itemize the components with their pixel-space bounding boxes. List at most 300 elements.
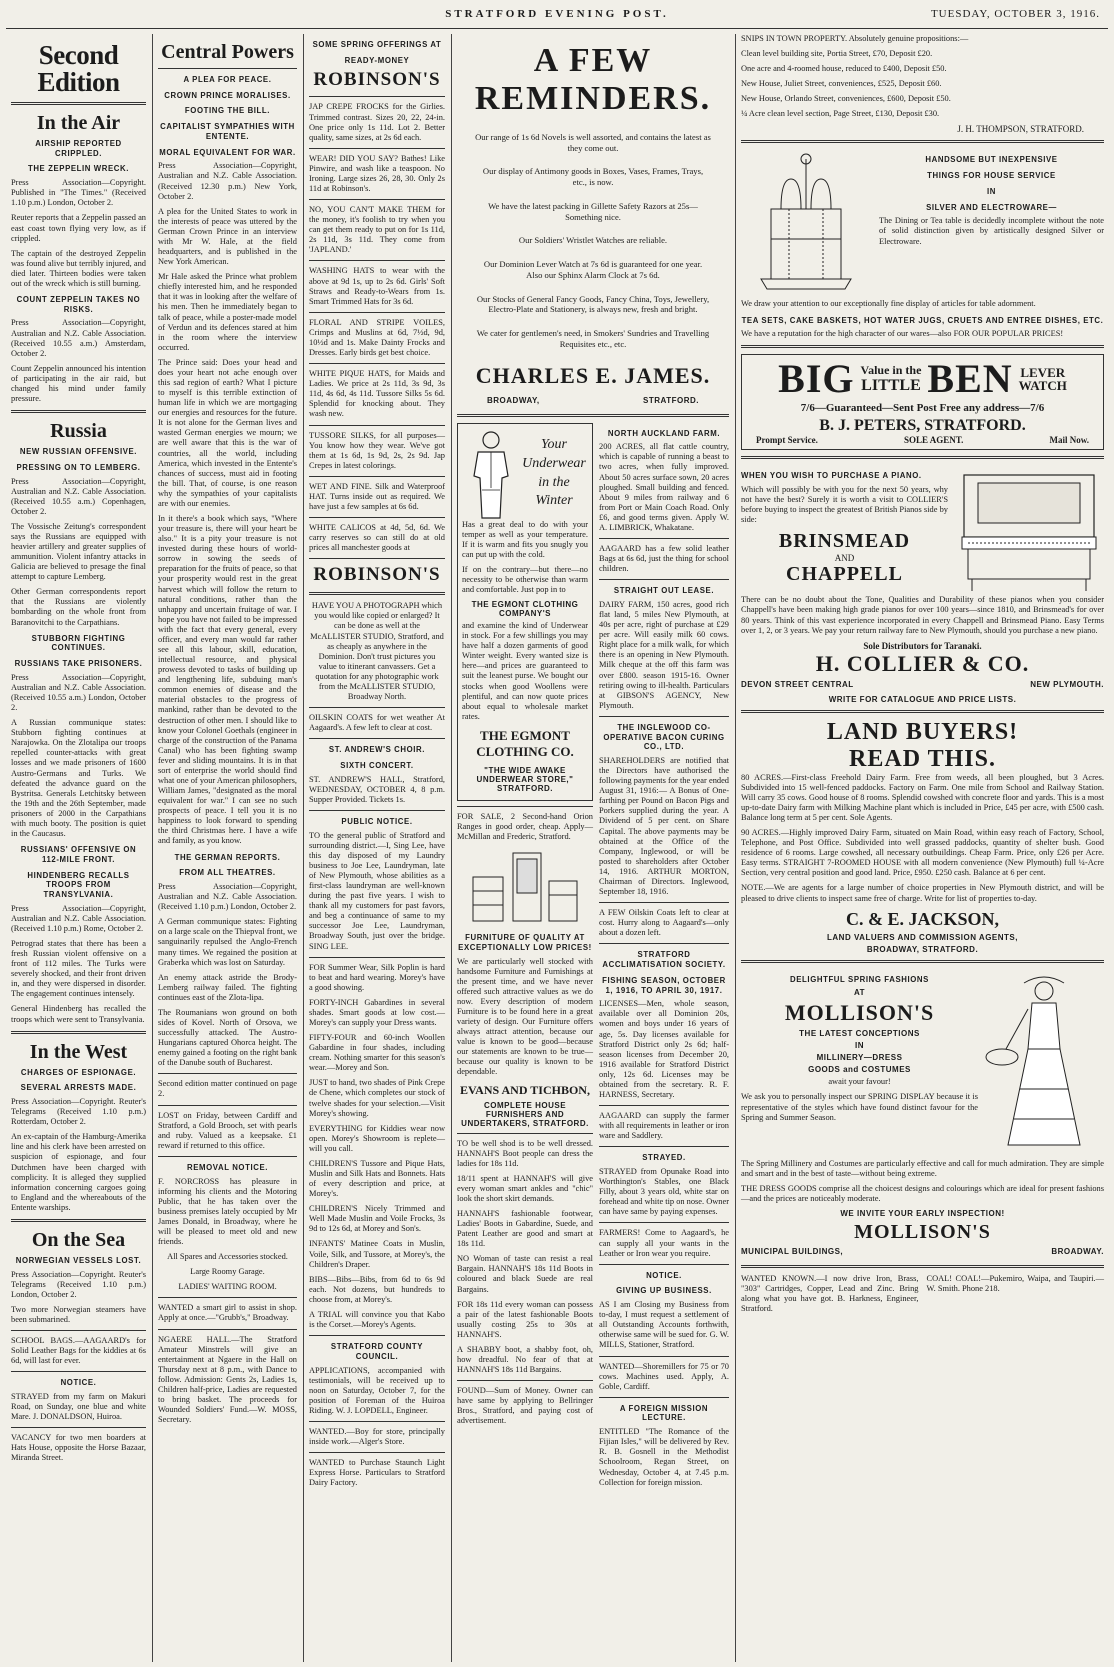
subheading: PRESSING ON TO LEMBERG. — [16, 462, 141, 472]
section-heading-air: In the Air — [36, 112, 121, 134]
underwear-ad — [457, 423, 593, 801]
silverware-heading: HANDSOME BUT INEXPENSIVE — [925, 155, 1058, 165]
subheading: CAPITALIST SYMPATHIES WITH ENTENTE. — [160, 122, 295, 141]
article-paragraph: Other German correspondents report that the Russians are violently bombarding on the whole front from Baranovitchi to the Carpathians. — [11, 587, 146, 627]
notice-heading: STRATFORD ACCLIMATISATION SOCIETY. — [602, 950, 726, 970]
subheading: CROWN PRINCE MORALISES. — [164, 90, 291, 100]
classified-ad: WANTED KNOWN.—I now drive Iron, Brass, "303" Cartridges, Copper, Lead and Zinc. Bring along what you have got. B. Harkness, Engineer, Stratford. — [741, 1273, 919, 1314]
subheading: CHARGES OF ESPIONAGE. — [20, 1067, 137, 1077]
divider — [309, 957, 445, 958]
divider — [309, 199, 445, 200]
classified-ad: FOUND—Sum of Money. Owner can have same by applying to Bellringer Bros., Stratford, and paying cost of advertisement. — [457, 1386, 593, 1426]
classified-ad: OILSKIN COATS for wet weather At Aagaard's. A few left to clear at cost. — [309, 713, 445, 733]
underwear-caption: Your Underwear in the Winter — [522, 436, 586, 509]
classified-ad: All Spares and Accessories stocked. — [167, 1252, 288, 1262]
robinsons-brand: ROBINSON'S — [313, 564, 441, 586]
divider — [309, 558, 445, 559]
divider — [309, 148, 445, 149]
robinsons-item: WET AND FINE. Silk and Waterproof HAT. Turns inside out as required. We have just a few samples at 6s 6d. — [309, 481, 445, 511]
piano-paragraph: There can be no doubt about the Tone, Qualities and Durability of these pianos when you consider Chappell's have been making high grade pianos for over 100 years—since 1810, and Brinsmead's for over 80 years. Think of this vast experience incorporated in every Chappell and Brinsmead Piano. Easy Terms over 1, 2, or 3 years. We pay your return railway fare to New Plymouth, should you purchase a new piano. — [741, 595, 1104, 635]
divider — [741, 710, 1104, 713]
silverware-paragraph: We draw your attention to our exceptionally fine display of articles for table adornment. — [741, 299, 1036, 309]
divider — [309, 1335, 445, 1336]
classified-ad: FARMERS! Come to Aagaard's, he can supply all your wants in the Leather or Iron wear you require. — [599, 1228, 729, 1258]
robinsons-item: WEAR! DID YOU SAY? Bathes! Like Pinwire, and wash like a teaspoon. No Ironing. Large sizes 26, 28, 30. Only 2s 11d at Robinson's. — [309, 153, 445, 194]
mollisons-paragraph: We ask you to personally inspect our SPRING DISPLAY because it is representative of the styles which have found distinct favour for the Spring and Summer Season. — [741, 1092, 978, 1122]
divider — [11, 1427, 146, 1428]
article-paragraph: An enemy attack astride the Brody-Lemberg railway failed. The fighting continues east of the Zlota-lipa. — [158, 972, 297, 1002]
dateline: Press Association—Copyright. Reuter's Telegrams (Received 1.10 p.m.) Rotterdam, October 2. — [11, 1097, 146, 1127]
piano-heading: WHEN YOU WISH TO PURCHASE A PIANO. — [741, 471, 922, 481]
subheading: NORWEGIAN VESSELS LOST. — [15, 1255, 142, 1265]
morey-item: BIBS—Bibs—Bibs, from 6d to 6s 9d each. Not dozens, but hundreds to choose from, at Morey's. — [309, 1274, 445, 1304]
classified-ad: ST. ANDREW'S HALL, Stratford, WEDNESDAY, OCTOBER 4, 8 p.m. Supper Provided. Tickets 1s. — [309, 774, 445, 804]
robinsons-item: JAP CREPE FROCKS for the Girlies. Trimmed contrast. Sizes 20, 22, 24-in. One price only 1s 11d. Lot 2. Better quality, same sizes, at 2s 6d each. — [309, 102, 445, 142]
collier-town: NEW PLYMOUTH. — [1030, 679, 1104, 689]
notice-heading: NORTH AUCKLAND FARM. — [607, 428, 721, 438]
section-heading-sea: On the Sea — [31, 1228, 126, 1251]
furniture-sub: COMPLETE HOUSE FURNISHERS AND UNDERTAKERS, STRATFORD. — [461, 1100, 589, 1128]
reminder-item: We cater for gentlemen's need, in Smokers' Sundries and Travelling Requisites etc., etc. — [476, 328, 710, 349]
robinsons-item: NO, YOU CAN'T MAKE THEM for the money, it's foolish to try when you can get them ready to put on for 1s 11d, 2s 11d, 3s 11d. They come from 'JAPLAND.' — [309, 205, 445, 255]
mollisons-in: IN — [855, 1041, 864, 1051]
notice-heading: NOTICE. — [60, 1378, 97, 1388]
reminder-list — [457, 132, 729, 350]
edition-heading: Second Edition — [37, 40, 120, 97]
notice-heading: STRATFORD COUNTY COUNCIL. — [330, 1342, 424, 1361]
classified-ad: DAIRY FARM, 150 acres, good rich flat land, 5 miles New Plymouth, at 40s per acre, right of purchase at £29 per acre. Will easily milk 60 cows. Right place for a milk walk, for which there is an opening in New Plymouth. Milk cheque at the off this farm was over £800. season 1915-16. Owner retiring owing to ill-health. Particulars at GIBSON'S AGENCY, New Plymouth. — [599, 599, 729, 710]
classified-ad: LICENSES—Men, whole season, available over all Dominion 20s, women and boys under 16 years of age, 5s. Day licenses available for Stratford District only 2s 6d; half-season licenses from December 20, 1916 available for Stratford District only, 12s 6d. Licenses may be obtained from the secretary. R. F. HARNESS, Secretary. — [599, 999, 729, 1099]
big-ben-header — [746, 356, 1099, 402]
divider — [11, 1371, 146, 1372]
classified-ad: NO Woman of taste can resist a real Bargain. HANNAH'S 18s 11d Boots in coloured and black Suede are real Bargains. — [457, 1254, 593, 1294]
underwear-paragraph: If on the contrary—but there—no necessity to be otherwise than warm and comfortable. Just pop in to — [462, 564, 588, 595]
man-in-underwear-illustration — [462, 428, 520, 520]
shop-address-right: STRATFORD. — [643, 395, 699, 405]
divider — [309, 1452, 445, 1453]
morey-item: INFANTS' Matinee Coats in Muslin, Voile, Silk, and Tussore, at Morey's, the Children's Draper. — [309, 1239, 445, 1269]
divider — [741, 456, 1104, 459]
newspaper-title: STRATFORD EVENING POST. — [445, 8, 669, 20]
reminders-title: A FEW REMINDERS. — [474, 42, 712, 117]
collier-catalogue: WRITE FOR CATALOGUE AND PRICE LISTS. — [828, 694, 1017, 704]
thompson-name: J. H. THOMPSON, STRATFORD. — [957, 124, 1084, 135]
underwear-paragraph: Has a great deal to do with your temper as well as your temperature. If it is warm and fits you snugly you can put up with the cold. — [462, 519, 588, 559]
jackson-name: C. & E. JACKSON, — [845, 908, 999, 929]
divider — [599, 579, 729, 580]
classified-ad: HANNAH'S fashionable footwear, Ladies' Boots in Gabardine, Suede, and Patent Leather are good and smart at 18s 11d. — [457, 1208, 593, 1249]
divider — [741, 1265, 1104, 1268]
classified-ad: SHAREHOLDERS are notified that the Directors have authorised the following payments for the year ended August 31, 1916:— A Bonus of One-farthing per Pound on Bacon Pigs and Porkers supplied during the year. A Dividend of 5 per cent. on Share Capital. The above payments may be obtained at the Office of the Company, Inglewood, or will be posted to shareholders after October 14, 1916. ARTHUR MORTON, Chairman of Directors. Inglewood, September 18, 1916. — [599, 756, 729, 897]
notice-heading: REMOVAL NOTICE. — [186, 1162, 269, 1172]
dateline: Press Association—Copyright. Reuter's Telegrams (Received 1.10 p.m.) London, October 2. — [11, 1269, 146, 1299]
lady-fashion-illustration — [984, 969, 1104, 1159]
divider — [599, 538, 729, 539]
little-word: LITTLE — [861, 377, 921, 395]
divider — [309, 96, 445, 97]
divider — [309, 738, 445, 739]
silverware-text — [879, 149, 1104, 299]
lever-watch-stack — [1019, 366, 1067, 393]
article-paragraph: A Russian communique states: Stubborn fighting continues at Narajowka. On the Zlotalipa our troops repelled counter-attacks with great losses and we made prisoners of 1600 Austro-Germans and Turks. We defeated the advance guard on the Bystritsa. Generals Letchitsky between the 19th and the 26th September, made prisoners of 2000 in the Carpathians with much booty. The position is quiet in the Caucasus. — [11, 718, 146, 839]
egmont-logo: THE EGMONT CLOTHING CO. — [476, 727, 574, 759]
furniture-paragraph: We are particularly well stocked with handsome Furniture and Furnishings at the present time, and we have never offered such attractive values as we do now. Every description of modern Furniture is to be found here in a great variety of design. Our Furniture offers always attract attention, because our value is known to be good—because our statements are known to be true—because our quality is known to be dependable. — [457, 956, 593, 1077]
morey-item: CHILDREN'S Tussore and Pique Hats, Muslin and Silk Hats and Bonnets. Hats of every description and price, at Morey's. — [309, 1158, 445, 1199]
divider — [158, 1156, 297, 1157]
classified-ad: ENTITLED "The Romance of the Fijian Isles," will be delivered by Rev. R. B. Gosnell in the Methodist Schoolroom, Regan Street, on Wednesday, October 4, at 7.45 p.m. Collection for foreign mission. — [599, 1427, 729, 1487]
divider — [158, 1297, 297, 1298]
classified-ad: STRAYED from my farm on Makuri Road, on Sunday, one blue and white Mare. J. DONALDSON, Huiroa. — [11, 1392, 146, 1422]
subheading: FISHING SEASON, OCTOBER 1, 1916, TO APRIL 30, 1917. — [602, 975, 726, 995]
dateline: Press Association—Copyright. Published in "The Times." (Received 1.10 p.m.) London, October 2. — [11, 178, 146, 208]
silverware-paragraph: The Dining or Tea table is decidedly incomplete without the note of solid distinction given by artistically designed Silver or Electroware. — [879, 216, 1104, 246]
divider — [11, 102, 146, 105]
article-paragraph: Petrograd states that there has been a fresh Russian violent offensive on a front of 112 miles. The Turks were severely shocked, and their front driven in, and they were dispersed in disorder. The engagement continues intensely. — [11, 939, 146, 999]
classified-ad: AAGAARD has a few solid leather Bags at 6s 6d, just the thing for school children. — [599, 543, 729, 574]
collier-name: H. COLLIER & CO. — [815, 650, 1030, 676]
masthead — [0, 0, 1114, 28]
subheading: GIVING UP BUSINESS. — [616, 1286, 712, 1296]
classified-ad: STRAYED from Opunake Road into Worthington's Stables, one Black Filly, about 3 years old, white star on forehead and white tip on nose. Owner can have same by paying expenses. — [599, 1167, 730, 1217]
subheading: FROM ALL THEATRES. — [179, 868, 276, 878]
divider — [599, 1397, 729, 1398]
divider — [309, 592, 445, 595]
charles-james-name: CHARLES E. JAMES. — [475, 362, 711, 388]
article-paragraph: The Roumanians won ground on both sides of Kovel. North of Orsova, we successfully attacked. The Austro-Hungarians captured Ohorca height. The enemy gained a footing on the right bank of the Danube south of Bucharest. — [158, 1007, 297, 1068]
mollisons-invite: WE INVITE YOUR EARLY INSPECTION! — [840, 1208, 1005, 1218]
divider — [309, 312, 445, 313]
mollisons-paragraph: The Spring Millinery and Costumes are particularly effective and call for much admiration. They are simple and smart and in the best of taste—without being extreme. — [741, 1158, 1104, 1178]
dateline: Press Association—Copyright, Australian and N.Z. Cable Association. (Received 1.10 p.m.) London, October 2. — [158, 882, 297, 912]
piano-ad — [741, 465, 1104, 595]
reminder-item: Our display of Antimony goods in Boxes, Vases, Frames, Trays, etc., is now. — [482, 166, 704, 188]
sub-column-right — [599, 423, 729, 1493]
notice-heading: NOTICE. — [646, 1270, 682, 1280]
robinsons-brand: ROBINSON'S — [313, 69, 441, 91]
notice-heading: STRAYED. — [642, 1153, 686, 1163]
robinsons-item: WHITE PIQUE HATS, for Maids and Ladies. We price at 2s 11d, 3s 9d, 3s 11d, 4s 6d, 4s 11d. Tussore Silks 5s 6d. Splendid for knocking about. They wash new. — [309, 369, 445, 419]
reminder-item: Our range of 1s 6d Novels is well assorted, and contains the latest as they come out. — [475, 132, 711, 153]
mollisons-goods: GOODS and COSTUMES — [808, 1065, 911, 1075]
robinsons-item: WHITE CALICOS at 4d, 5d, 6d. We carry reserves so can still do at old prices all manchester goods at — [309, 523, 445, 553]
subheading: THE ZEPPELIN WRECK. — [27, 164, 130, 174]
article-paragraph: Mr Hale asked the Prince what problem chiefly interested him, and he responded that it was in looking after the welfare of his men. Then he immediately began to talk of peace, while a poster-made model of Verdun and its defences stared at him in the room where the interview occurred. — [158, 272, 297, 352]
subheading: A PLEA FOR PEACE. — [183, 75, 272, 84]
dateline: Press Association—Copyright, Australian and N.Z. Cable Association. (Received 1.10 p.m.) Rome, October 2. — [11, 903, 146, 933]
thompson-property-list — [741, 34, 1104, 119]
shop-address-left: BROADWAY, — [487, 395, 540, 405]
subheading: SIXTH CONCERT. — [340, 760, 414, 770]
morey-item: FOR Summer Wear, Silk Poplin is hard to beat and hard wearing. Morey's have a good showing. — [309, 962, 445, 992]
underwear-store: THE EGMONT CLOTHING COMPANY'S — [471, 600, 579, 619]
land-paragraph: 80 ACRES.—First-class Freehold Dairy Farm. Free from weeds, all been ploughed, but 3 Acres. Subdivided into 15 well-fenced paddocks. Factory on Farm. One mile from School and Railway Station. Will carry 35 cows. Good house of 8 rooms. Splendid cowshed with concrete floor and yards. This is a most up-to-date Dairy farm with Milking Machine plant which is included in Price, £45 per acre, with £500 cash. Balance long term at 5 per cent. Sole Agents. — [741, 772, 1104, 822]
divider — [11, 1031, 146, 1034]
chappell-name: CHAPPELL — [786, 563, 903, 586]
land-buyers-title: LAND BUYERS! — [826, 718, 1019, 745]
mollisons-text — [741, 969, 978, 1159]
notice-heading: A FOREIGN MISSION LECTURE. — [619, 1403, 709, 1423]
subheading: STUBBORN FIGHTING CONTINUES. — [31, 633, 126, 653]
article-paragraph: Reuter reports that a Zeppelin passed an east coast town flying very low, as if crippled. — [11, 213, 146, 243]
divider — [457, 1380, 593, 1381]
dateline: Press Association—Copyright, Australian and N.Z. Cable Association. (Received 10.55 a.m.) Amsterdam, October 2. — [11, 318, 146, 358]
subheading: FOOTING THE BILL. — [184, 106, 271, 116]
article-paragraph: Two more Norwegian steamers have been submarined. — [11, 1304, 146, 1324]
divider — [457, 1133, 593, 1134]
divider — [741, 140, 1104, 143]
divider — [457, 414, 729, 417]
subheading: THE GERMAN REPORTS. — [174, 852, 281, 862]
notice-heading: THE INGLEWOOD CO-OPERATIVE BACON CURING CO., LTD. — [603, 722, 725, 752]
divider — [309, 810, 445, 811]
divider — [599, 943, 729, 944]
morey-item: FORTY-INCH Gabardines in several shades. Smart goods at low cost.—Morey's can supply your Dress wants. — [309, 997, 445, 1027]
subheading: AIRSHIP REPORTED CRIPPLED. — [35, 139, 122, 158]
column-war-news — [6, 34, 151, 1662]
column-reminders — [452, 34, 734, 1662]
divider — [599, 1264, 729, 1265]
ad-heading: READY-MONEY — [344, 55, 410, 65]
classified-ad: LOST on Friday, between Cardiff and Stratford, a Gold Brooch, set with pearls and ruby. Valued as a keepsake. £1 reward if returned to this office. — [158, 1110, 297, 1150]
subheading: HINDENBERG RECALLS TROOPS FROM TRANSYLVANIA. — [27, 870, 130, 900]
mollisons-address — [741, 1244, 1104, 1259]
notice-heading: PUBLIC NOTICE. — [341, 816, 413, 826]
two-column-ads — [457, 423, 729, 1493]
divider — [309, 707, 445, 708]
subheading: RUSSIANS TAKE PRISONERS. — [14, 659, 143, 669]
classified-ad: VACANCY for two men boarders at Hats House, opposite the Horse Bazaar, Miranda Street. — [11, 1433, 146, 1463]
divider — [599, 1146, 729, 1147]
notice-heading: STRAIGHT OUT LEASE. — [613, 586, 715, 596]
section-heading-west: In the West — [29, 1040, 128, 1063]
silverware-heading: THINGS FOR HOUSE SERVICE — [927, 171, 1056, 181]
thompson-property-line: SNIPS IN TOWN PROPERTY. Absolutely genuine propositions:— — [741, 34, 969, 43]
big-word: BIG — [778, 356, 855, 402]
mail-now: Mail Now. — [1049, 435, 1089, 446]
classified-ad: AAGAARD can supply the farmer with all requirements in leather or iron ware and Saddlery. — [599, 1111, 729, 1141]
underwear-store-tagline: "THE WIDE AWAKE UNDERWEAR STORE," STRATFORD. — [476, 765, 574, 793]
furniture-shop: EVANS AND TICHBON, — [460, 1082, 590, 1097]
mollisons-heading: DELIGHTFUL SPRING FASHIONS — [790, 974, 929, 984]
morey-item: FIFTY-FOUR and 60-inch Woollen Gabardine in four shades, including cream. Nothing smarter for this season's wear.—Morey and Son. — [309, 1033, 445, 1073]
mollisons-building: MUNICIPAL BUILDINGS, — [741, 1246, 844, 1256]
mollisons-latest: THE LATEST CONCEPTIONS — [799, 1029, 920, 1039]
jackson-address: BROADWAY, STRATFORD. — [866, 944, 979, 954]
divider — [599, 716, 729, 717]
brinsmead-name: BRINSMEAD — [778, 530, 911, 553]
mollisons-millinery: MILLINERY—DRESS — [816, 1053, 903, 1063]
subheading: NEW RUSSIAN OFFENSIVE. — [19, 447, 138, 457]
ad-heading: SOME SPRING OFFERINGS AT — [312, 40, 442, 49]
classified-ad: Large Roomy Garage. — [190, 1267, 265, 1277]
classified-ad: A FEW Oilskin Coats left to clear at cost. Hurry along to Aagaard's—only about a dozen left. — [599, 908, 729, 938]
classified-ad: 200 ACRES, all flat cattle country, which is capable of running a beast to two acres, when fully improved. About 50 acres surface sown, 20 acres ploughed. Small building and fenced. About 9 miles from railway and 6 from Port or Main Coach Road. Only £6, and good terms given. Apply W. A. LIMBRICK, Whakatane. — [599, 442, 729, 532]
morey-item: A TRIAL will convince you that Kabo is the Corset.—Morey's Agents. — [309, 1309, 445, 1330]
robinsons-item: FLORAL AND STRIPE VOILES, Crimps and Muslins at 6d, 7½d, 9d, 10½d and 1s. Make Dainty Frocks and Dresses. Early birds get best choice. — [309, 317, 445, 358]
classified-ad: AS I am Closing my Business from to-day, I must request a settlement of all Outstanding Accounts forthwith, otherwise same will be sued for. G. W. MILLS, Stationer, Stratford. — [599, 1300, 729, 1350]
section-heading-russia: Russia — [50, 420, 107, 443]
sub-column-left — [457, 423, 593, 1493]
lever-word: LEVER — [1020, 364, 1066, 380]
subheading: COUNT ZEPPELIN TAKES NO RISKS. — [16, 294, 141, 314]
continuation-note: Second edition matter continued on page 2. — [158, 1079, 297, 1099]
land-paragraph: NOTE.—We are agents for a large number of choice properties in New Plymouth district, and will be pleased to drive clients to inspect same free of charge. Write for list of properties to-day. — [741, 883, 1104, 903]
big-ben-ad — [741, 354, 1104, 450]
article-paragraph: General Hindenberg has recalled the troops which were sent to Transylvania. — [11, 1004, 146, 1024]
article-paragraph: The Prince said: Does your head and does your heart not ache enough over this sad region of earth? What I picture to myself is this terrible extinction of human life in which we are mortgaging our energies and resources for the future. It is not alone for the German lives and wasted German energies we mourn; we are well aware that this is the war of countries, all the world, including America, which invested in the Entente's chances of success, must aid in footing the bill. That, of course, is one reason why the sympathies of your capitalists are with our enemies. — [158, 357, 297, 508]
divider — [309, 363, 445, 364]
morey-item: CHILDREN'S Nicely Trimmed and Well Made Muslin and Voile Frocks, 3s 9d to 12s 6d, at Morey and Son's. — [309, 1204, 445, 1234]
robinsons-item-list — [309, 102, 445, 559]
watch-word: WATCH — [1018, 378, 1067, 394]
column-robinsons — [304, 34, 450, 1662]
peters-footer — [746, 435, 1099, 445]
classified-ad: FOR SALE, 2 Second-hand Orion Ranges in good order, cheap. Apply—McMillan and Frederic, Stratford. — [457, 811, 593, 842]
furniture-illustration — [465, 847, 585, 927]
divider — [158, 1329, 297, 1330]
mollisons-name-footer: MOLLISON'S — [854, 1220, 991, 1243]
classified-ad: APPLICATIONS, accompanied with testimonials, will be received up to noon on Saturday, October 7, for the position of Foreman of the Huiroa Riding. W. J. LOPDELL, Engineer. — [309, 1365, 445, 1415]
thompson-property-line: New House, Juliet Street, conveniences, £525, Deposit £60. — [741, 79, 942, 89]
divider — [309, 517, 445, 518]
silverware-heading: IN — [987, 186, 996, 196]
divider — [11, 1330, 146, 1331]
shop-address — [487, 393, 699, 408]
divider — [309, 260, 445, 261]
classified-ad: SCHOOL BAGS.—AAGAARD's for Solid Leather Bags for the kiddies at 6s 6d, will last for ever. — [11, 1336, 146, 1366]
divider — [309, 425, 445, 426]
classified-ad: WANTED.—Boy for store, principally inside work.—Alger's Store. — [309, 1426, 445, 1447]
underwear-header — [462, 428, 588, 520]
mollisons-name: MOLLISON'S — [784, 1000, 935, 1026]
read-this-title: READ THIS. — [849, 745, 996, 772]
masthead-rule — [6, 28, 1108, 29]
article-paragraph: In it there's a book which says, "Where your treasure is, there will your heart be also." It is a pity your treasure is not invested during these hours of world-sorrow in sowing the seeds of preparation for the fruits of peace, so that your prosperity would rest in the great harvest which will follow the return to natural conditions, rather than the unhappy and uncertain fruitage of war. I hope you have not failed to be impressed with the fact that every general, every officer, and every man would far rather see all this labour, skill, education, intellectual resource, and physical prowess devoted to tasks of building up and lengthening life, subduing man's common enemies of disease and the material obstacles to the progress of mankind, rather than be devoted to the destruction of other men. I should like to know your Colonel Goethals (engineer in charge of the construction of the Panama Canal) who has been fighting swamp fever and sliding mountains. It is in that sort of enterprise the world should find what one of your American philosophers, William James, "designated as the moral equivalent for war." I can see no such prospects of peace. I tell you it is no happiness to look forward to spending the third Christmas here. I have a wife and family, as you know. — [158, 513, 297, 846]
classified-ad: TO be well shod is to be well dressed. HANNAH'S Boot people can dress the ladies for 18s 11d. — [457, 1138, 593, 1168]
classified-ad: LADIES' WAITING ROOM. — [178, 1282, 277, 1292]
thompson-property-line: One acre and 4-roomed house, reduced to £400, Deposit £50. — [741, 64, 947, 74]
divider — [599, 902, 729, 903]
thompson-property-line: ¼ Acre clean level section, Page Street, £130, Deposit £30. — [741, 109, 940, 119]
piano-distributors: Sole Distributors for Taranaki. — [863, 640, 982, 651]
divider — [158, 68, 297, 69]
classified-ad: TO the general public of Stratford and surrounding district.—I, Sing Lee, have this day disposed of my Laundry business to Joe Lee, Laundryman, late of New Plymouth, whose abilities as a first-class laundryman are well-known during the past five years. I wish to thank all my customers for past favors, and beg a continuance of same to my successor Joe Lee, Laundryman, Broadway South, just over the bridge. SING LEE. — [309, 830, 445, 951]
dateline: Press Association—Copyright, Australian and N.Z. Cable Association. (Received 10.55 a.m.) Copenhagen, October 2. — [11, 476, 146, 516]
underwear-paragraph: and examine the kind of Underwear in stock. For a few shillings you may have half a dozen garments of good Winter weight. Every wanted size is here—and prices are guaranteed to suit the leanest purse. We bought our stocks when good Woollens were plentiful, and can now quote prices about equal to wholesale market rates. — [462, 621, 588, 721]
jackson-sub: LAND VALUERS AND COMMISSION AGENTS, — [827, 932, 1018, 942]
mollisons-at: AT — [853, 988, 866, 998]
divider — [158, 1105, 297, 1106]
mollisons-street: BROADWAY. — [1051, 1246, 1104, 1256]
reminder-item: Our Soldiers' Wristlet Watches are reliable. — [518, 235, 668, 246]
mollisons-ad — [741, 969, 1104, 1159]
collier-address — [741, 677, 1104, 692]
classified-ad: FOR 18s 11d every woman can possess a pair of the latest fashionable Boots usually costing 25s to 30s at HANNAH'S. — [457, 1299, 593, 1339]
column-central-powers — [153, 34, 302, 1662]
dateline: Press Association—Copyright, Australian and N.Z. Cable Association. (Received 10.55 a.m.) London, October 2. — [11, 672, 146, 713]
little-stack — [861, 364, 922, 395]
reminder-item: Our Dominion Lever Watch at 7s 6d is guaranteed for one year. Also our Sphinx Alarm Clock at 7s 6d. — [483, 259, 703, 280]
classified-ad: WANTED a smart girl to assist in shop. Apply at once.—"Grubb's," Broadway. — [158, 1303, 297, 1323]
thompson-property-line: Clean level building site, Portia Street, £70, Deposit £20. — [741, 49, 933, 59]
classified-ad: WANTED to Purchase Staunch Light Express Horse. Particulars to Stratford Dairy Factory. — [309, 1458, 445, 1488]
classified-ad: F. NORCROSS has pleasure in informing his clients and the Motoring Public, that he has taken over the business premises lately occupied by Mr James Donald, in Broadway, where he will be pleased to meet old and new friends. — [158, 1176, 297, 1247]
big-ben-price: 7/6—Guaranteed—Sent Post Free any address—7/6 — [800, 402, 1045, 415]
prompt-service: Prompt Service. — [756, 435, 818, 446]
furniture-heading: FURNITURE OF QUALITY AT EXCEPTIONALLY LOW PRICES! — [458, 933, 592, 952]
silverware-heading: SILVER AND ELECTROWARE— — [926, 202, 1057, 212]
divider — [741, 345, 1104, 348]
divider — [599, 1105, 729, 1106]
article-paragraph: The captain of the destroyed Zeppelin was found alive but terribly injured, and died later. Thirteen bodies were taken out of the wreck which is still burning. — [11, 248, 146, 288]
column-right-ads — [736, 34, 1109, 1662]
and-word: AND — [834, 553, 855, 564]
divider — [11, 1219, 146, 1222]
silverware-items: TEA SETS, CAKE BASKETS, HOT WATER JUGS, CRUETS AND ENTREE DISHES, ETC. — [741, 315, 1104, 325]
divider — [599, 1356, 729, 1357]
robinsons-item: TUSSORE SILKS, for all purposes—You know how they wear. We've got them at 1s 6d, 1s 9d, 2s, 2s 9d. Jap Crepes in latest colorings. — [309, 430, 445, 470]
peters-shop: B. J. PETERS, STRATFORD. — [819, 417, 1026, 435]
bottom-classifieds — [741, 1274, 1104, 1319]
classified-ad: WANTED—Shoremillers for 75 or 70 cows. Machines used. Apply, A. Goble, Cardiff. — [599, 1361, 729, 1391]
piano-paragraph: Which will possibly be with you for the next 50 years, why not have the best? Surely it is worth a visit to COLLIER'S before buying to inspect the greatest of British Pianos side by side: — [741, 485, 948, 525]
subheading: SEVERAL ARRESTS MADE. — [20, 1083, 137, 1093]
classified-ad: COAL! COAL!—Pukemiro, Waipa, and Taupiri.—W. Smith. Phone 218. — [926, 1273, 1104, 1293]
silverware-paragraph: We have a reputation for the high character of our wares—also FOR OUR POPULAR PRICES! — [741, 329, 1064, 339]
dateline: Press Association—Copyright, Australian and N.Z. Cable Association. (Received 12.30 p.m.) New York, October 2. — [158, 161, 297, 201]
subheading: RUSSIANS' OFFENSIVE ON 112-MILE FRONT. — [20, 845, 137, 864]
classified-ad: A SHABBY boot, a shabby foot, oh, how dreadful. No fear of that at HANNAH'S 18s 11d Bargains. — [457, 1344, 593, 1375]
land-paragraph: 90 ACRES.—Highly improved Dairy Farm, situated on Main Road, within easy reach of Factory, School, Telephone, and Post Office. Subdivided into well grassed paddocks, quantity of shelter bush. Good residence of 6 rooms. Large cowshed, all necessary outbuildings. Cheap Farm. Price, only £26 per Acre. Easy terms. STRAIGHT 7-ROOMED HOUSE with all modern convenience (New Plymouth) full ¼-Acre Section, very central position and good land. Price, £950. £250 cash. Balance at 6 per cent. — [741, 828, 1104, 878]
morey-item: JUST to hand, two shades of Pink Crepe de Chene, which completes our stock of twelve shades for your selection.—Visit Morey's showing. — [309, 1078, 445, 1118]
article-paragraph: An ex-captain of the Hamburg-Amerika line and his clerk have been arrested on suspicion of espionage, and four Dutchmen have been charged with complicity. It is alleged they supplied information concerning cargoes going to England and the whereabouts of the Entente warships. — [11, 1132, 146, 1212]
ben-word: BEN — [927, 356, 1013, 402]
divider — [309, 1421, 445, 1422]
upright-piano-illustration — [954, 465, 1104, 595]
photo-studio-ad: HAVE YOU A PHOTOGRAPH which you would like copied or enlarged? It can be done as well at the McALLISTER STUDIO, Stratford, and as cheaply as anywhere in the Dominion. Don't trust pictures you value to itinerant canvassers. Get a quotation for any photographic work from the McALLISTER STUDIO, Broadway North. — [310, 601, 444, 701]
reminder-item: Our Stocks of General Fancy Goods, Fancy China, Toys, Jewellery, Electro-Plate and Stationery, is always new, fresh and bright. — [476, 293, 710, 315]
divider — [158, 1073, 297, 1074]
divider — [599, 1222, 729, 1223]
classified-ad: NGAERE HALL.—The Stratford Amateur Minstrels will give an entertainment at Ngaere in the Hall on Thursday next at 8 p.m., with Dance to follow. Admission: Gents 2s, Ladies 1s, Children half-price, Ladies are requested to bring basket. The proceeds for Wounded Soldiers' Fund.—W. MOSS, Secretary. — [158, 1334, 297, 1425]
collier-street: DEVON STREET CENTRAL — [741, 679, 854, 689]
classified-ad: 18/11 spent at HANNAH'S will give every woman smart ankles and "chic" look the short skirt demands. — [457, 1173, 593, 1203]
article-paragraph: The Vossische Zeitung's correspondent says the Russians are equipped with heavier artillery and greater supplies of ammunition. Violent infantry attacks in Galicia are believed to presage the final attempt to capture Lemberg. — [11, 521, 146, 582]
mollisons-await: await your favour! — [828, 1077, 891, 1087]
thompson-property-line: New House, Orlando Street, conveniences, £600, Deposit £50. — [741, 94, 951, 104]
morey-item: EVERYTHING for Kiddies wear now open. Morey's Showroom is replete—will you call. — [309, 1123, 445, 1153]
article-paragraph: A plea for the United States to work in the interests of peace was uttered by the German Crown Prince in an interview with Mr W. Hale, at the field headquarters, and is published in the New York American. — [158, 206, 297, 267]
robinsons-item: WASHING HATS to wear with the above at 9d 1s, up to 2s 6d. Girls' Soft Straws and Ready-to-Wears from 1s. Smart Trimmed Hats for 3s 6d. — [309, 266, 445, 306]
reminder-item: We have the latest packing in Gillette Safety Razors at 25s—Something nice. — [488, 200, 698, 222]
mollisons-paragraph: THE DRESS GOODS comprise all the choicest designs and colourings which are ideal for present fashions—and the prices are noticeably moderate. — [741, 1183, 1104, 1203]
divider — [457, 806, 593, 807]
divider — [741, 960, 1104, 963]
cruet-stand-illustration — [741, 149, 871, 299]
divider — [309, 476, 445, 477]
value-in-the: Value in the — [860, 362, 922, 377]
notice-heading: ST. ANDREW'S CHOIR. — [328, 745, 426, 755]
silverware-ad — [741, 149, 1104, 299]
issue-date: TUESDAY, OCTOBER 3, 1916. — [930, 8, 1100, 20]
section-heading-central-powers: Central Powers — [161, 41, 294, 63]
article-paragraph: A German communique states: Fighting on a large scale on the Thiepval front, we sanguinarily repulsed the Anglo-French many times. We regained the position at Graberka which was lost on Saturday. — [158, 917, 297, 967]
article-paragraph: Count Zeppelin announced his intention of participating in the air raid, but changed his mind under family pressure. — [11, 363, 146, 403]
piano-text — [741, 465, 948, 595]
divider — [11, 410, 146, 413]
sole-agent: SOLE AGENT. — [903, 435, 964, 446]
subheading: MORAL EQUIVALENT FOR WAR. — [159, 147, 296, 157]
